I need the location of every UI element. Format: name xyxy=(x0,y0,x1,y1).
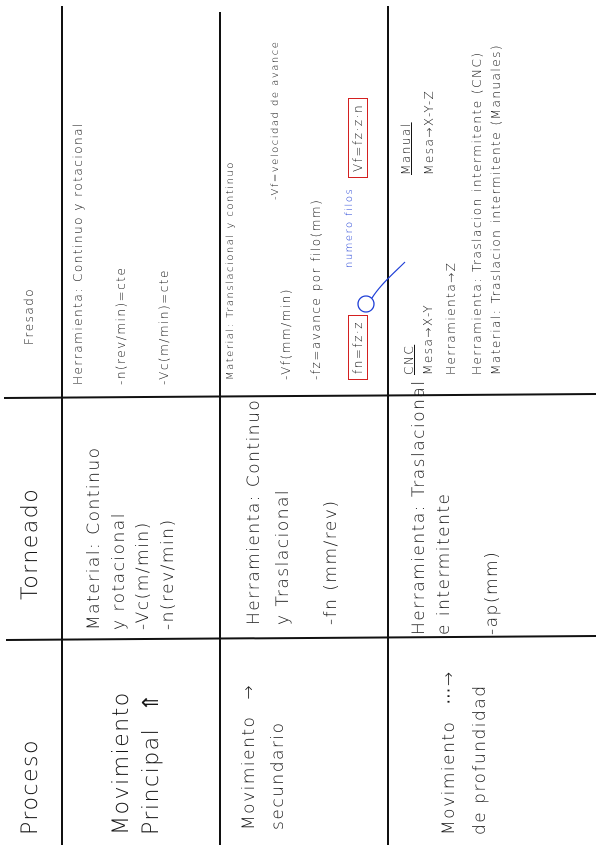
row2-fresado-material: Material: Translacional y continuo xyxy=(225,161,236,380)
row2-label: Movimiento→ secundario xyxy=(239,683,288,830)
row2-fresado-fz: -fz=avance por filo(mm) xyxy=(309,198,323,380)
row1-torneado: Material: Continuo y rotacional -Vc(m/min) -n(rev/min) xyxy=(84,446,179,630)
row3-label: Movimiento⋯→ de profundidad xyxy=(439,670,490,835)
header-torneado: Torneado xyxy=(18,487,43,600)
double-up-arrow-icon: ⇑ xyxy=(139,691,165,712)
row2-fresado-vf: -Vf(mm/min) xyxy=(279,288,293,380)
row3-fresado-cnc: CNC Mesa→X-Y Herramienta→Z Herramienta: Traslacion intermitente (CNC) Material: Traslacion intermitente (Manuales) xyxy=(402,43,503,375)
row2-torneado: Herramienta: Continuo y Traslacional -fn (mm/rev) xyxy=(244,398,342,625)
row1-label: Movimiento Principal⇑ xyxy=(109,691,165,835)
row2-fresado-vf-desc: -Vf=velocidad de avance xyxy=(270,40,281,200)
row2-fresado-fn-box: fn=fz·z xyxy=(348,315,368,380)
header-fresado: Fresado xyxy=(22,287,36,345)
highlight-circle xyxy=(358,296,374,312)
row3-torneado: Herramienta: Traslacional e intermitente -ap(mm) xyxy=(409,379,503,635)
row1-fresado: Herramienta: Continuo y rotacional -n(rev/min)=cte -Vc(m/min)=cte xyxy=(71,122,172,385)
grid-line-horizontal-1 xyxy=(4,394,596,398)
row3-fresado-manual: Manual Mesa→X-Y-Z xyxy=(399,89,437,175)
dotted-arrow-icon: ⋯→ xyxy=(439,670,459,705)
row2-fresado-vf-box: Vf=fz·z·n xyxy=(348,98,368,178)
header-proceso: Proceso xyxy=(18,739,43,835)
row2-numero-filos-annotation: numero filos xyxy=(344,187,355,268)
right-arrow-icon: → xyxy=(239,683,259,700)
grid-line-horizontal-2 xyxy=(6,636,596,640)
